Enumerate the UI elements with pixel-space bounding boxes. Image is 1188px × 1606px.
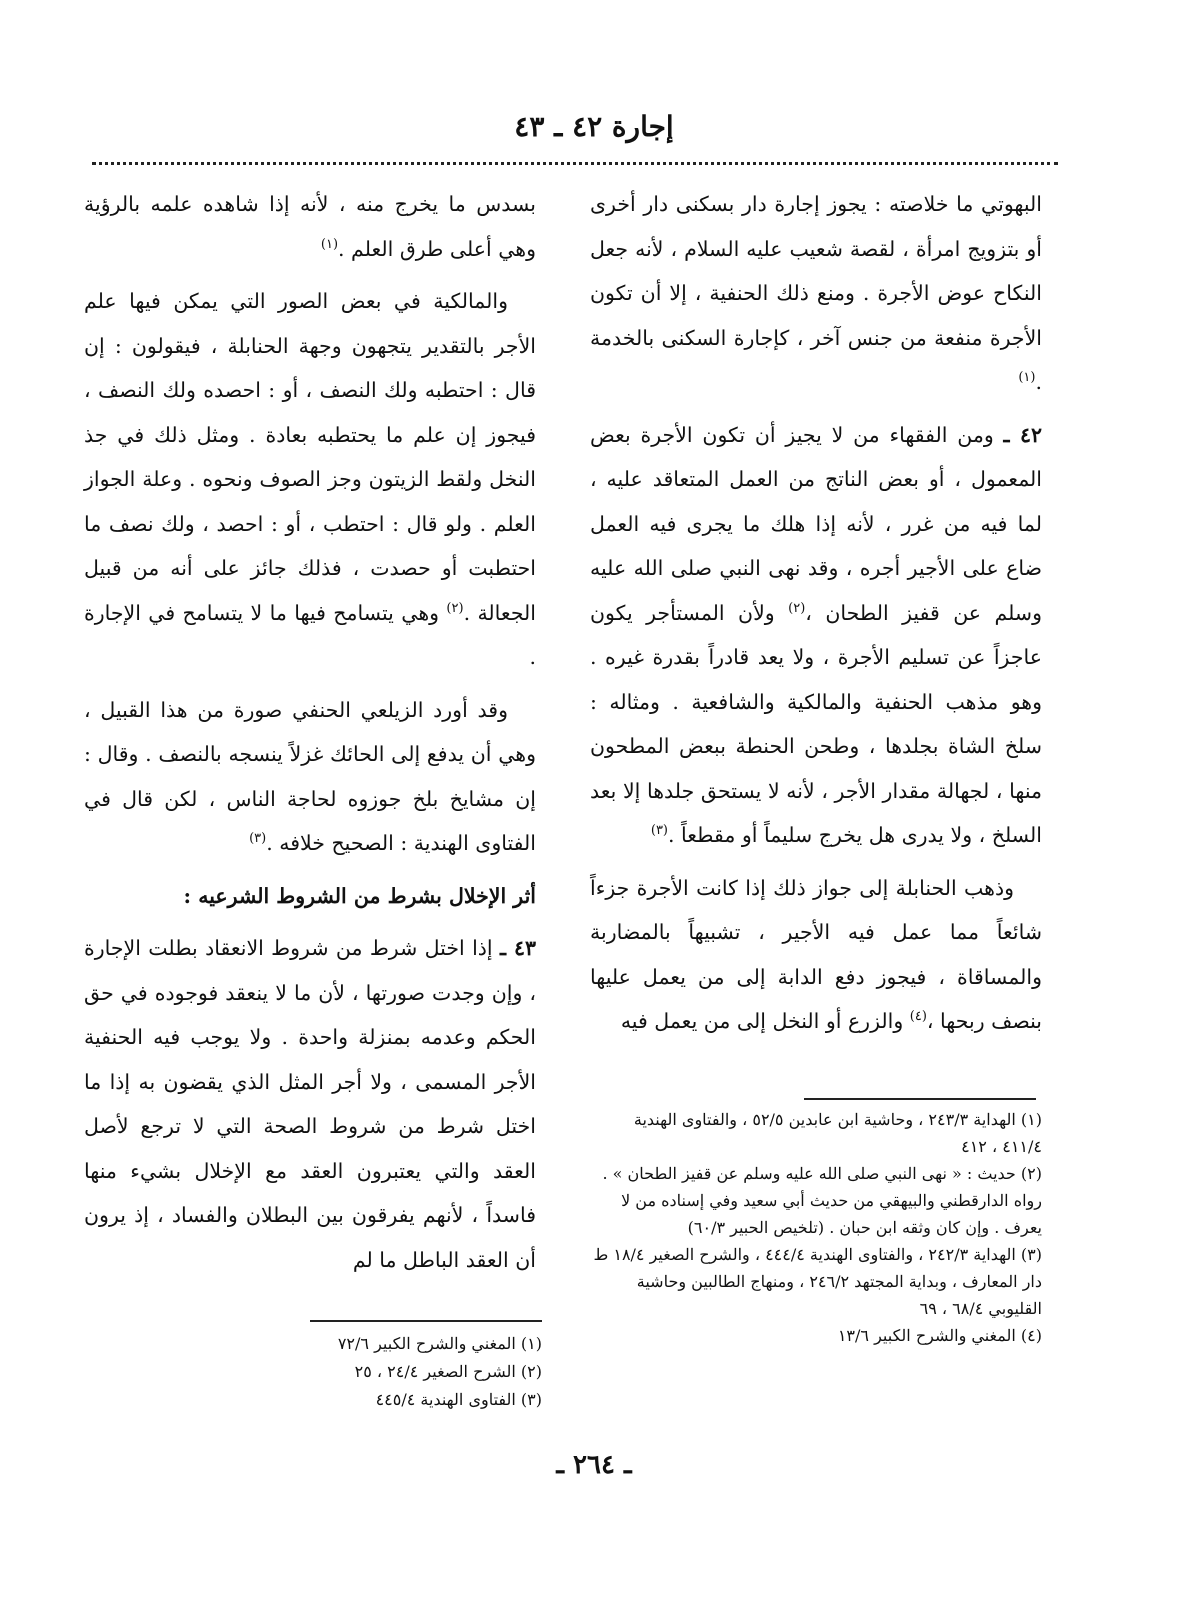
footnote-ref: (١) xyxy=(1018,370,1036,386)
section-number: ٤٢ ـ xyxy=(1003,422,1042,447)
footnote: (١) الهداية ٢٤٣/٣ ، وحاشية ابن عابدين ٥٢/٥ ، والفتاوى الهندية ٤١١/٤ ، ٤١٢ xyxy=(633,1110,1042,1156)
paragraph: بسدس ما يخرج منه ، لأنه إذا شاهده علمه بالرؤية وهي أعلى طرق العلم .$^{(١)}$ xyxy=(84,192,536,261)
footnote: (٣) الفتاوى الهندية ٤٤٥/٤ xyxy=(375,1390,542,1409)
footnote: (٢) الشرح الصغير ٢٤/٤ ، ٢٥ xyxy=(354,1362,542,1381)
footnote-ref: (١) xyxy=(320,236,339,252)
header-dotted-rule xyxy=(92,162,1058,165)
footnote-ref: (٢) xyxy=(788,600,806,616)
footnote: (٢) حديث : « نهى النبي صلى الله عليه وسلم عن قفيز الطحان » . رواه الدارقطني والبيهقي من حديث أبي سعيد وفي إسناده من لا يعرف . وإن كان وثقه ابن حبان . (تلخيص الحبير ٦٠/٣) xyxy=(602,1164,1042,1237)
footnote-ref: (٣) xyxy=(650,823,668,839)
footnote-divider xyxy=(310,1320,542,1322)
footnote: (٤) المغني والشرح الكبير ١٣/٦ xyxy=(837,1326,1042,1345)
section-heading: أثر الإخلال بشرط من الشروط الشرعيه : xyxy=(183,883,536,908)
paragraph: وقد أورد الزيلعي الحنفي صورة من هذا القبيل ، وهي أن يدفع إلى الحائك غزلاً ينسجه بالنصف . وقال : إن مشايخ بلخ جوزوه لحاجة الناس ، لكن قال في الفتاوى الهندية : الصحيح خلافه .$^{(٣)}$ xyxy=(84,697,536,855)
footnote-ref: (٣) xyxy=(249,831,267,847)
page-number: ـ ٢٦٤ ـ xyxy=(556,1450,632,1480)
paragraph: وذهب الحنابلة إلى جواز ذلك إذا كانت الأجرة جزءاً شائعاً مما عمل فيه الأجير ، تشبيهاً بالمضاربة والمساقاة ، فيجوز دفع الدابة إلى من يعمل عليها بنصف ربحها ،$^{(٤)}$ والزرع أو النخل إلى من يعمل فيه xyxy=(590,875,1042,1033)
left-column xyxy=(84,182,536,1290)
footnotes-right xyxy=(590,1106,1042,1349)
page-header-title: إجارة ٤٢ ـ ٤٣ xyxy=(514,110,674,143)
right-column xyxy=(590,182,1042,1052)
section-number: ٤٣ ـ xyxy=(499,936,536,960)
footnote: (١) المغني والشرح الكبير ٧٢/٦ xyxy=(337,1334,542,1353)
paragraph: ٤٢ ـ ومن الفقهاء من لا يجيز أن تكون الأجرة بعض المعمول ، أو بعض الناتج من العمل المتعاقد عليه ، لما فيه من غرر ، لأنه إذا هلك ما يجرى فيه العمل ضاع على الأجير أجره ، وقد نهى النبي صلى الله عليه وسلم عن قفيز الطحان ،$^{(٢)}$ ولأن المستأجر يكون عاجزاً عن تسليم الأجرة ، ولا يعد قادراً بقدرة غيره . وهو مذهب الحنفية والمالكية والشافعية . ومثاله : سلخ الشاة بجلدها ، وطحن الحنطة ببعض المطحون منها ، لجهالة مقدار الأجر ، لأنه لا يستحق جلدها إلا بعد السلخ ، ولا يدرى هل يخرج سليماً أو مقطعاً .$^{(٣)}$ xyxy=(590,422,1042,847)
paragraph: ٤٣ ـ إذا اختل شرط من شروط الانعقاد بطلت الإجارة ، وإن وجدت صورتها ، لأن ما لا ينعقد فوجوده في حق الحكم وعدمه بمنزلة واحدة . ولا يوجب فيه الحنفية الأجر المسمى ، ولا أجر المثل الذي يقضون به إذا ما اختل شرط من شروط الصحة التي لا ترجع لأصل العقد والتي يعتبرون العقد مع الإخلال بشيء منها فاسداً ، لأنهم يفرقون بين البطلان والفساد ، إذ يرون أن العقد الباطل ما لم xyxy=(84,936,536,1272)
footnote-ref: (٤) xyxy=(909,1009,927,1025)
footnote: (٣) الهداية ٢٤٢/٣ ، والفتاوى الهندية ٤٤٤/٤ ، والشرح الصغير ١٨/٤ ط دار المعارف ، وبداية المجتهد ٢٤٦/٢ ، ومنهاج الطالبين وحاشية القليوبي ٦٨/٤ ، ٦٩ xyxy=(593,1245,1042,1318)
footnotes-left xyxy=(84,1330,542,1414)
paragraph: والمالكية في بعض الصور التي يمكن فيها علم الأجر بالتقدير يتجهون وجهة الحنابلة ، فيقولون : إن قال : احتطبه ولك النصف ، أو : احصده ولك النصف ، فيجوز إن علم ما يحتطبه بعادة . ومثل ذلك في جذ النخل ولقط الزيتون وجز الصوف ونحوه . وعلة الجواز العلم . ولو قال : احتطب ، أو : احصد ، ولك نصف ما احتطبت أو حصدت ، فذلك جائز على أنه من قبيل الجعالة .$^{(٢)}$ وهي يتسامح فيها ما لا يتسامح في الإجارة . xyxy=(84,289,536,669)
footnote-ref: (٢) xyxy=(446,600,464,616)
paragraph: البهوتي ما خلاصته : يجوز إجارة دار بسكنى دار أخرى أو بتزويج امرأة ، لقصة شعيب عليه السلام ، لأنه جعل النكاح عوض الأجرة . ومنع ذلك الحنفية ، إلا أن تكون الأجرة منفعة من جنس آخر ، كإجارة السكنى بالخدمة .$^{(١)}$ xyxy=(590,192,1042,394)
footnote-divider xyxy=(804,1098,1036,1100)
